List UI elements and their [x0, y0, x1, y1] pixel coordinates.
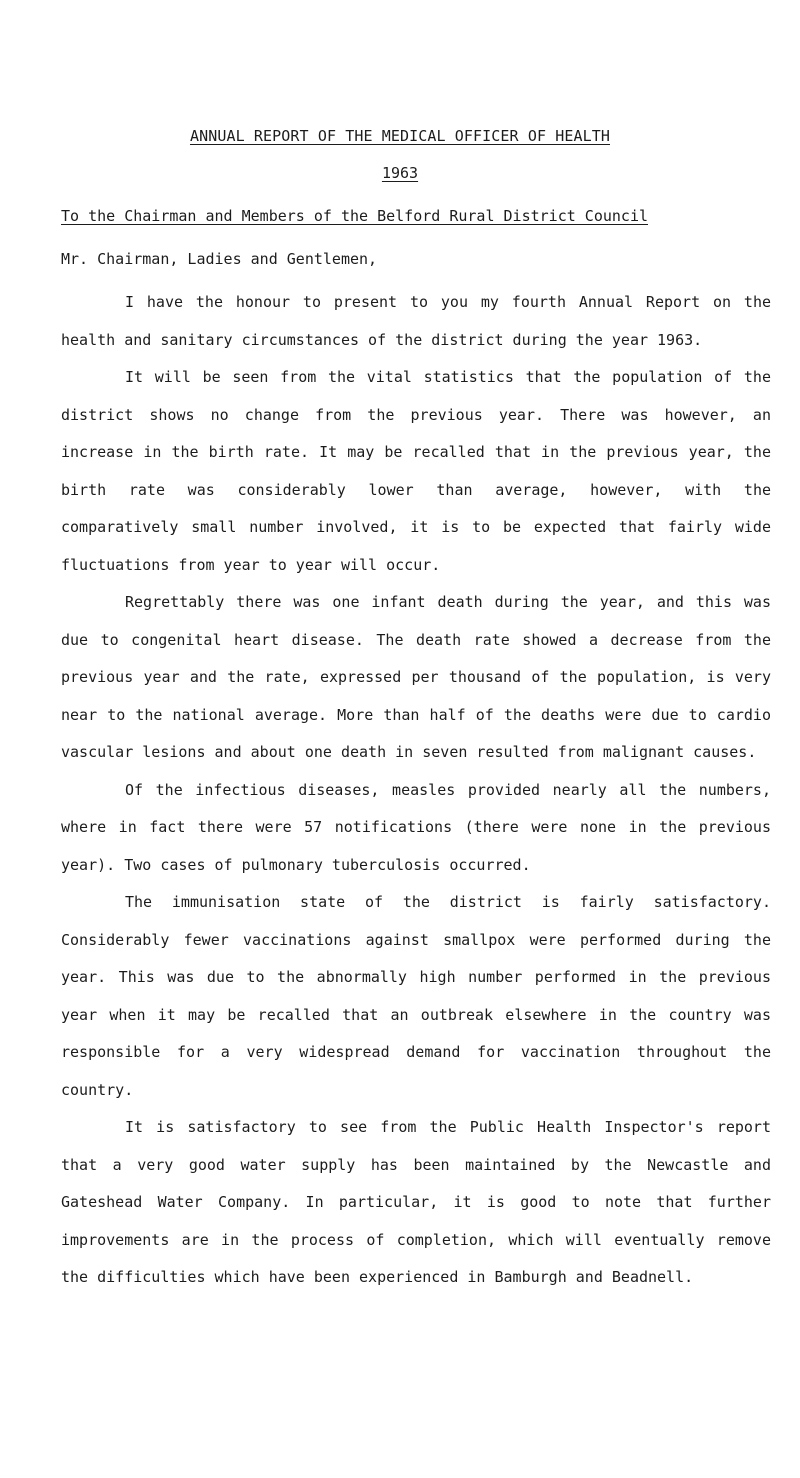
addressee-text: To the Chairman and Members of the Belford Rural District Council	[61, 207, 648, 225]
paragraph-vital-statistics: It will be seen from the vital statistics that the population of the district shows no change from the previous year. There was however, an increase in the birth rate. It may be recalled that in the previous year, the birth rate was considerably lower than average, however, with the comparatively small number involved, it is to be expected that fairly wide fluctuations from year to year will occur.	[61, 368, 771, 574]
addressee-line	[61, 207, 648, 225]
paragraph-deaths: Regrettably there was one infant death during the year, and this was due to congenital heart disease. The death rate showed a decrease from the previous year and the rate, expressed per thousand of the population, is very near to the national average. More than half of the deaths were due to cardio vascular lesions and about one death in seven resulted from malignant causes.	[61, 593, 771, 761]
paragraph-introduction: I have the honour to present to you my fourth Annual Report on the health and sanitary circumstances of the district during the year 1963.	[61, 293, 771, 349]
paragraph-infectious-diseases: Of the infectious diseases, measles provided nearly all the numbers, where in fact there were 57 notifications (there were none in the previous year). Two cases of pulmonary tuberculosis occurred.	[61, 780, 771, 874]
report-year-text: 1963	[381, 164, 419, 182]
paragraph-water-supply: It is satisfactory to see from the Public Health Inspector's report that a very good water supply has been maintained by the Newcastle and Gateshead Water Company. In particular, it is good to note that further improvements are in the process of completion, which will eventually remove the difficulties which have been experienced in Bamburgh and Beadnell.	[61, 1118, 771, 1286]
paragraph-immunisation: The immunisation state of the district is fairly satisfactory. Considerably fewer vaccinations against smallpox were performed during the year. This was due to the abnormally high number performed in the previous year when it may be recalled that an outbreak elsewhere in the country was responsible for a very widespread demand for vaccination throughout the country.	[61, 893, 771, 1099]
report-body	[61, 284, 771, 1297]
report-title	[0, 127, 800, 145]
report-year	[0, 164, 800, 182]
report-title-text: ANNUAL REPORT OF THE MEDICAL OFFICER OF HEALTH	[189, 127, 610, 145]
salutation: Mr. Chairman, Ladies and Gentlemen,	[61, 250, 378, 268]
